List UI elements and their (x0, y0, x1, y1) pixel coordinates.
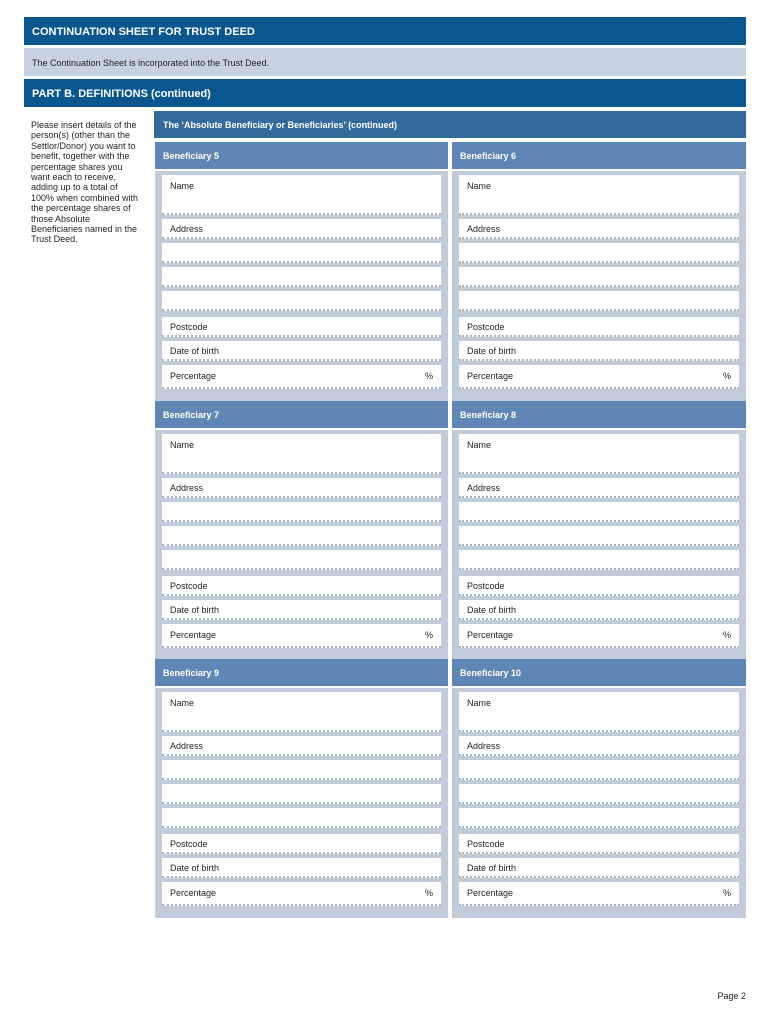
beneficiary-5-address-line-4-field[interactable] (162, 291, 441, 311)
address-label: Address (170, 741, 204, 751)
beneficiary-9-header: Beneficiary 9 (155, 659, 448, 686)
percent-sign: % (722, 371, 731, 381)
beneficiary-6-postcode-field[interactable] (459, 317, 739, 337)
date-of-birth-label: Date of birth (170, 346, 220, 356)
beneficiary-7-address-line-3-field[interactable] (162, 526, 441, 546)
beneficiary-5-address-line-3-field[interactable] (162, 267, 441, 287)
address-label: Address (170, 224, 204, 234)
beneficiary-9-address-field[interactable] (162, 736, 441, 756)
date-of-birth-label: Date of birth (467, 605, 517, 615)
postcode-label: Postcode (170, 581, 208, 591)
address-label: Address (467, 224, 501, 234)
beneficiary-6-address-line-4-field[interactable] (459, 291, 739, 311)
percentage-label: Percentage (467, 630, 514, 640)
beneficiary-8-name-field[interactable] (459, 434, 739, 474)
beneficiary-10-address-line-3-field[interactable] (459, 784, 739, 804)
percent-sign: % (424, 371, 433, 381)
beneficiary-6-address-line-2-field[interactable] (459, 243, 739, 263)
beneficiary-6-address-field[interactable] (459, 219, 739, 239)
beneficiary-7-postcode-field[interactable] (162, 576, 441, 596)
name-label: Name (170, 181, 195, 191)
name-label: Name (170, 440, 195, 450)
beneficiary-7-name-field[interactable] (162, 434, 441, 474)
beneficiary-6-name-field[interactable] (459, 175, 739, 215)
beneficiary-5-percentage-field[interactable] (162, 365, 441, 389)
postcode-label: Postcode (467, 322, 505, 332)
beneficiary-8-address-line-3-field[interactable] (459, 526, 739, 546)
beneficiary-6-header: Beneficiary 6 (452, 142, 746, 169)
beneficiary-5-date-of-birth-field[interactable] (162, 341, 441, 361)
beneficiary-7-header: Beneficiary 7 (155, 401, 448, 428)
postcode-label: Postcode (170, 839, 208, 849)
beneficiary-7-percentage-field[interactable] (162, 624, 441, 648)
beneficiary-8-form (452, 430, 746, 660)
percentage-label: Percentage (170, 371, 217, 381)
beneficiary-9-form (155, 688, 448, 918)
beneficiary-9-address-line-2-field[interactable] (162, 760, 441, 780)
beneficiary-6-percentage-field[interactable] (459, 365, 739, 389)
beneficiary-10-percentage-field[interactable] (459, 882, 739, 906)
beneficiary-8-address-line-2-field[interactable] (459, 502, 739, 522)
beneficiary-10-address-line-4-field[interactable] (459, 808, 739, 828)
beneficiary-8-header: Beneficiary 8 (452, 401, 746, 428)
address-label: Address (467, 741, 501, 751)
postcode-label: Postcode (170, 322, 208, 332)
beneficiary-8-date-of-birth-field[interactable] (459, 600, 739, 620)
beneficiary-10-header: Beneficiary 10 (452, 659, 746, 686)
percent-sign: % (722, 630, 731, 640)
page-number: Page 2 (717, 991, 746, 1001)
beneficiary-9-postcode-field[interactable] (162, 834, 441, 854)
beneficiary-5-address-field[interactable] (162, 219, 441, 239)
intro-text: The Continuation Sheet is incorporated into the Trust Deed. (24, 48, 746, 76)
beneficiary-10-address-field[interactable] (459, 736, 739, 756)
name-label: Name (467, 440, 492, 450)
address-label: Address (467, 483, 501, 493)
beneficiary-6-form (452, 171, 746, 401)
beneficiary-10-postcode-field[interactable] (459, 834, 739, 854)
beneficiary-8-postcode-field[interactable] (459, 576, 739, 596)
percentage-label: Percentage (170, 630, 217, 640)
percentage-label: Percentage (467, 371, 514, 381)
address-label: Address (170, 483, 204, 493)
name-label: Name (467, 698, 492, 708)
beneficiary-6-date-of-birth-field[interactable] (459, 341, 739, 361)
postcode-label: Postcode (467, 839, 505, 849)
form-title: CONTINUATION SHEET FOR TRUST DEED (24, 17, 746, 45)
beneficiary-7-address-field[interactable] (162, 478, 441, 498)
beneficiary-7-address-line-4-field[interactable] (162, 550, 441, 570)
date-of-birth-label: Date of birth (467, 863, 517, 873)
name-label: Name (170, 698, 195, 708)
beneficiary-6-address-line-3-field[interactable] (459, 267, 739, 287)
part-title: PART B. DEFINITIONS (continued) (24, 79, 746, 107)
postcode-label: Postcode (467, 581, 505, 591)
beneficiary-5-name-field[interactable] (162, 175, 441, 215)
beneficiary-5-address-line-2-field[interactable] (162, 243, 441, 263)
section-title: The ‘Absolute Beneficiary or Beneficiaries’ (continued) (154, 111, 746, 138)
beneficiary-7-form (155, 430, 448, 660)
date-of-birth-label: Date of birth (467, 346, 517, 356)
beneficiary-5-postcode-field[interactable] (162, 317, 441, 337)
percentage-label: Percentage (467, 888, 514, 898)
beneficiary-9-percentage-field[interactable] (162, 882, 441, 906)
beneficiary-8-address-field[interactable] (459, 478, 739, 498)
percent-sign: % (722, 888, 731, 898)
beneficiary-9-name-field[interactable] (162, 692, 441, 732)
beneficiary-8-percentage-field[interactable] (459, 624, 739, 648)
beneficiary-7-date-of-birth-field[interactable] (162, 600, 441, 620)
name-label: Name (467, 181, 492, 191)
beneficiary-10-name-field[interactable] (459, 692, 739, 732)
beneficiary-9-date-of-birth-field[interactable] (162, 858, 441, 878)
beneficiary-10-form (452, 688, 746, 918)
date-of-birth-label: Date of birth (170, 605, 220, 615)
beneficiary-5-form (155, 171, 448, 401)
percentage-label: Percentage (170, 888, 217, 898)
beneficiary-10-date-of-birth-field[interactable] (459, 858, 739, 878)
date-of-birth-label: Date of birth (170, 863, 220, 873)
beneficiary-9-address-line-3-field[interactable] (162, 784, 441, 804)
beneficiary-10-address-line-2-field[interactable] (459, 760, 739, 780)
percent-sign: % (424, 630, 433, 640)
percent-sign: % (424, 888, 433, 898)
beneficiary-7-address-line-2-field[interactable] (162, 502, 441, 522)
beneficiary-9-address-line-4-field[interactable] (162, 808, 441, 828)
beneficiary-5-header: Beneficiary 5 (155, 142, 448, 169)
instructions-note: Please insert details of the person(s) (other than the Settlor/Donor) you want to benefit, together with the percentage shares you want each to receive, adding up to a total of 100% when combined with the percentage shares of those Absolute Beneficiaries named in the Trust Deed. (31, 120, 139, 245)
beneficiary-8-address-line-4-field[interactable] (459, 550, 739, 570)
